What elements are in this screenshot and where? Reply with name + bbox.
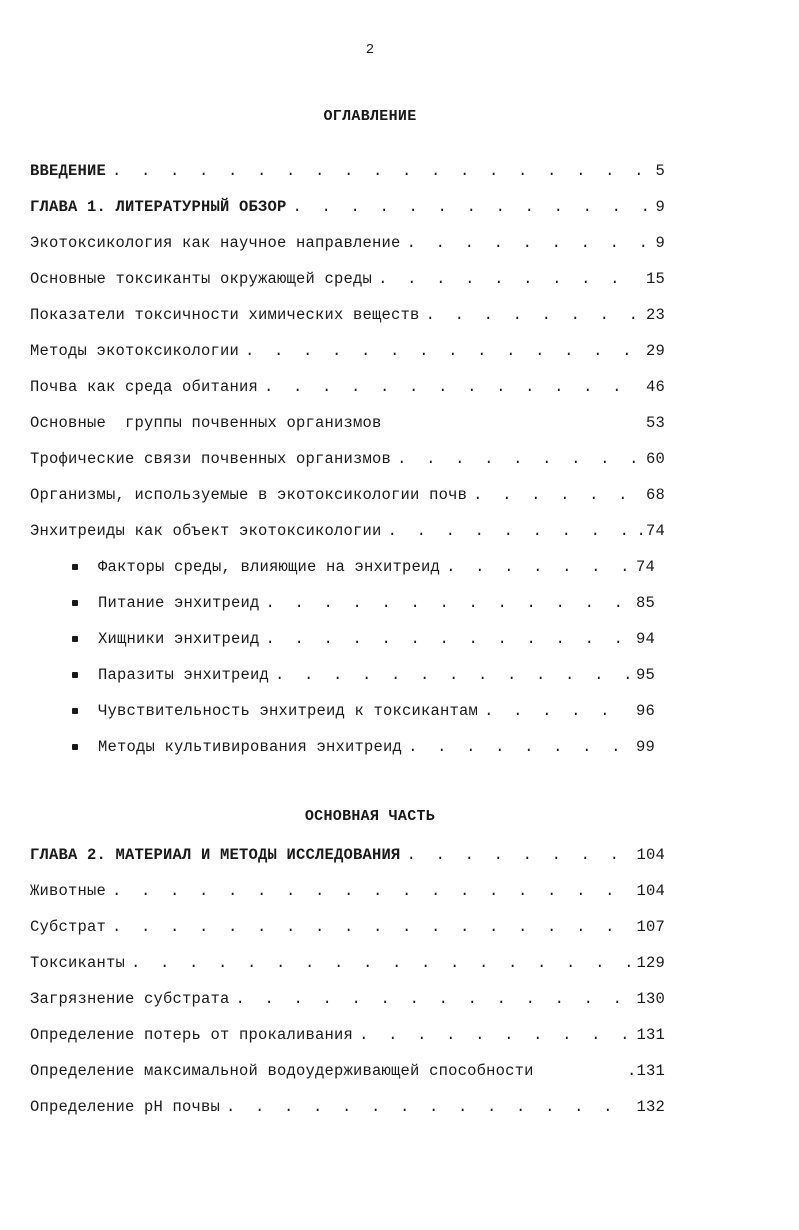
toc-entry-chapter-2: [30, 844, 665, 866]
toc-entry-page: .131: [626, 1062, 665, 1080]
toc-leader-dots: [408, 736, 630, 758]
toc-entry-text: Методы культивирования энхитреид: [98, 738, 403, 756]
toc-entry-page: 129: [636, 954, 665, 972]
toc-leader-dots: [245, 340, 640, 362]
toc-leader-dots: [112, 160, 649, 182]
toc-entry-text: Организмы, используемые в экотоксикологии почв: [30, 486, 468, 504]
bullet-icon: [72, 708, 78, 714]
toc-leader-dots: [131, 952, 630, 974]
toc-entry-text: Основные токсиканты окружающей среды: [30, 270, 373, 288]
toc-entry-page: 46: [645, 378, 665, 396]
toc-entry: [30, 1096, 665, 1118]
toc-subentry: [98, 556, 655, 578]
toc-entry: [30, 268, 665, 290]
toc-leader-dots: [378, 268, 640, 290]
bullet-icon: [72, 600, 78, 606]
toc-leader-dots: [359, 1024, 630, 1046]
toc-leader-dots: [397, 448, 640, 470]
toc-entry-page: 95: [635, 666, 655, 684]
toc-entry-page: 29: [645, 342, 665, 360]
toc-leader-dots: [112, 880, 630, 902]
toc-entry-text: Показатели токсичности химических веществ: [30, 306, 420, 324]
toc-entry-text: Трофические связи почвенных организмов: [30, 450, 392, 468]
toc-leader-dots: [473, 484, 640, 506]
toc-entry-text: Питание энхитреид: [98, 594, 260, 612]
toc-entry: [30, 448, 665, 470]
toc-leader-dots: [388, 520, 637, 542]
toc-entry-page: 94: [635, 630, 655, 648]
toc-entry-page: 96: [635, 702, 655, 720]
toc-leader-dots: [266, 628, 630, 650]
toc-entry-page: 9: [655, 198, 665, 216]
toc-entry-page: 53: [645, 414, 665, 432]
toc-entry-text: Определение pH почвы: [30, 1098, 221, 1116]
toc-entry: [30, 412, 665, 434]
toc-entry-page: 68: [645, 486, 665, 504]
toc-entry-page: 60: [645, 450, 665, 468]
toc-subentry: [98, 592, 655, 614]
toc-entry: [30, 880, 665, 902]
toc-entry: [30, 952, 665, 974]
toc-entry-page: 5: [655, 162, 665, 180]
toc-subentry: [98, 628, 655, 650]
toc-entry-page: 104: [636, 846, 665, 864]
toc-entry-text: ГЛАВА 2. МАТЕРИАЛ И МЕТОДЫ ИССЛЕДОВАНИЯ: [30, 846, 401, 864]
toc-entry-text: Определение максимальной водоудерживающей способности: [30, 1062, 534, 1080]
toc-entry: [30, 484, 665, 506]
toc-entry-text: Загрязнение субстрата: [30, 990, 230, 1008]
toc-leader-dots: [266, 592, 630, 614]
toc-entry-page: 99: [635, 738, 655, 756]
bullet-icon: [72, 636, 78, 642]
toc-entry-page: .74: [636, 522, 665, 540]
toc-leader-dots: [484, 700, 630, 722]
toc-entry-text: Субстрат: [30, 918, 107, 936]
toc-entry-text: ВВЕДЕНИЕ: [30, 162, 107, 180]
toc-entry-text: Определение потерь от прокаливания: [30, 1026, 354, 1044]
toc-entry-text: Почва как среда обитания: [30, 378, 259, 396]
bullet-icon: [72, 672, 78, 678]
toc-entry-page: 132: [636, 1098, 665, 1116]
toc-entry-introduction: [30, 160, 665, 182]
toc-entry-text: Энхитреиды как объект экотоксикологии: [30, 522, 382, 540]
page-number: 2: [365, 42, 375, 58]
toc-leader-dots: [407, 844, 631, 866]
toc-entry-text: Факторы среды, влияющие на энхитреид: [98, 558, 441, 576]
bullet-icon: [72, 744, 78, 750]
toc-entry-text: Чувствительность энхитреид к токсикантам: [98, 702, 479, 720]
toc-entry-text: Методы экотоксикологии: [30, 342, 240, 360]
toc-leader-dots: [293, 196, 650, 218]
toc-entry-page: 15: [645, 270, 665, 288]
toc-entry-text: Основные группы почвенных организмов: [30, 414, 382, 432]
toc-leader-dots: [407, 232, 650, 254]
toc-entry: [30, 988, 665, 1010]
toc-entry-text: Паразиты энхитреид: [98, 666, 270, 684]
toc-leader-dots: [264, 376, 640, 398]
toc-leader-dots: [112, 916, 630, 938]
toc-leader-dots: [446, 556, 630, 578]
toc-entry-page: 74: [635, 558, 655, 576]
toc-leader-dots: [226, 1096, 630, 1118]
toc-entry: [30, 304, 665, 326]
toc-entry-text: ГЛАВА 1. ЛИТЕРАТУРНЫЙ ОБЗОР: [30, 198, 287, 216]
toc-subentry: [98, 664, 655, 686]
toc-entry-page: 131: [636, 1026, 665, 1044]
toc-entry-page: 104: [636, 882, 665, 900]
toc-entry-page: 9: [655, 234, 665, 252]
toc-subentry: [98, 736, 655, 758]
toc-leader-dots: [426, 304, 640, 326]
toc-entry: [30, 340, 665, 362]
toc-subentry: [98, 700, 655, 722]
toc-entry-page: 85: [635, 594, 655, 612]
toc-entry-page: 107: [636, 918, 665, 936]
toc-entry-chapter-1: [30, 196, 665, 218]
toc-entry: [30, 1060, 665, 1082]
toc-entry-text: Токсиканты: [30, 954, 126, 972]
toc-entry-text: Животные: [30, 882, 107, 900]
toc-entry-text: Хищники энхитреид: [98, 630, 260, 648]
bullet-icon: [72, 564, 78, 570]
toc-entry-page: 23: [645, 306, 665, 324]
toc-entry: [30, 520, 665, 542]
toc-entry-text: Экотоксикология как научное направление: [30, 234, 401, 252]
toc-entry-page: 130: [636, 990, 665, 1008]
toc-title: ОГЛАВЛЕНИЕ: [323, 108, 417, 125]
toc-entry: [30, 1024, 665, 1046]
toc-entry: [30, 376, 665, 398]
toc-entry: [30, 916, 665, 938]
main-part-title: ОСНОВНАЯ ЧАСТЬ: [304, 808, 436, 825]
toc-leader-dots: [236, 988, 631, 1010]
toc-leader-dots: [275, 664, 630, 686]
toc-entry: [30, 232, 665, 254]
